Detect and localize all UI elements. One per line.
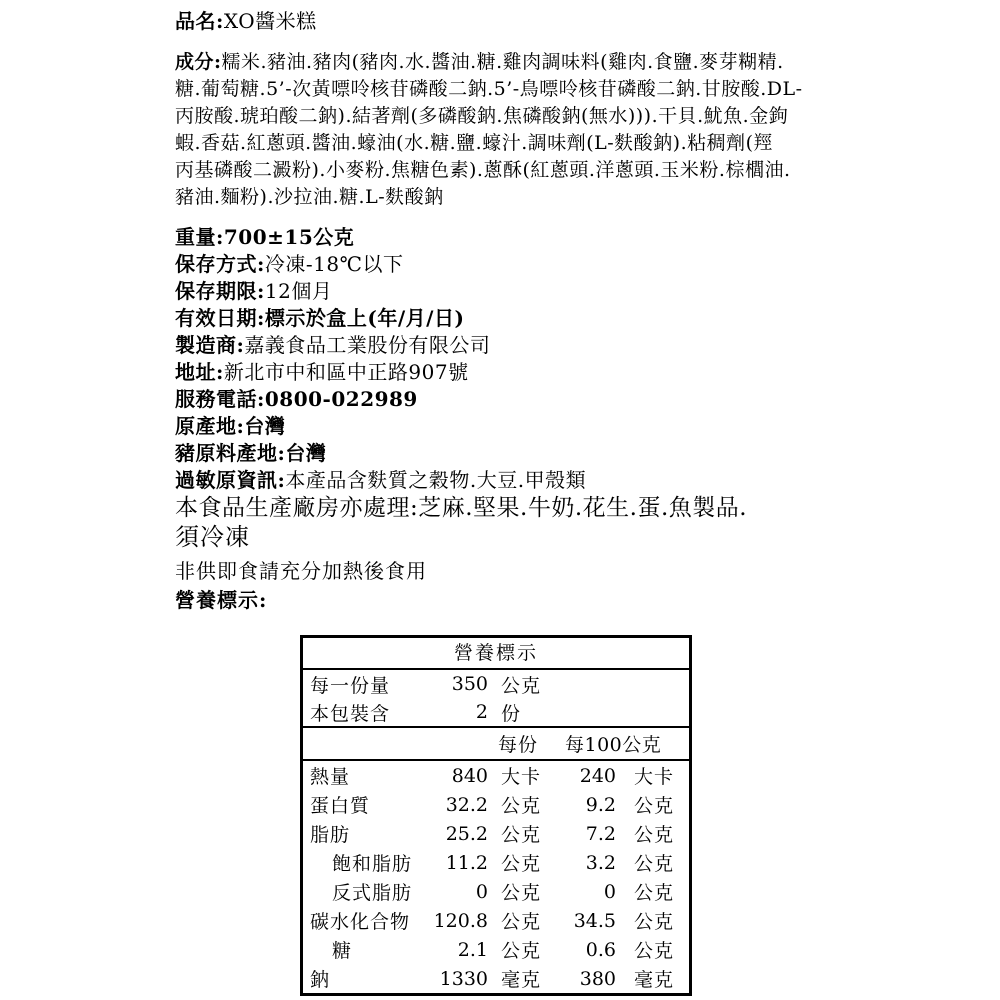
detail-label: 豬原料產地: xyxy=(175,441,286,465)
per-serving-unit: 公克 xyxy=(501,911,542,933)
per-100g-unit: 公克 xyxy=(634,911,675,933)
detail-line-pork-origin xyxy=(175,440,855,467)
detail-line-service-phone xyxy=(175,386,855,413)
product-name-value: XO醬米糕 xyxy=(223,9,317,33)
per-serving-value: 11.2 xyxy=(445,851,488,874)
per-100g-header: 每100公克 xyxy=(565,734,662,756)
detail-value: 冷凍-18℃以下 xyxy=(264,252,404,276)
per-100g-value: 0.6 xyxy=(585,938,616,961)
detail-label: 原產地: xyxy=(175,414,245,438)
detail-value: 嘉義食品工業股份有限公司 xyxy=(244,333,491,357)
nutrient-label: 蛋白質 xyxy=(310,795,371,817)
per-100g-unit: 公克 xyxy=(634,853,675,875)
per-serving-value: 0 xyxy=(475,880,488,903)
facility-processing-note: 本食品生產廠房亦處理:芝麻.堅果.牛奶.花生.蛋.魚製品. xyxy=(175,495,748,521)
serving-size-label: 每一份量 xyxy=(310,674,391,697)
ingredients-line: 蝦.香菇.紅蔥頭.醬油.蠔油(水.糖.鹽.蠔汁.調味劑(L-麩酸鈉).粘稠劑(羥 xyxy=(175,132,774,154)
detail-line-expiry-date xyxy=(175,305,855,332)
detail-label: 保存方式: xyxy=(175,252,265,276)
detail-value: 標示於盒上(年/月/日) xyxy=(264,306,465,330)
nutrient-label: 熱量 xyxy=(310,766,351,788)
per-100g-value: 9.2 xyxy=(585,793,616,816)
ingredients-line: 豬油.麵粉).沙拉油.糖.L-麩酸鈉 xyxy=(175,186,444,208)
per-100g-unit: 毫克 xyxy=(634,969,675,991)
detail-value: 700±15公克 xyxy=(223,225,355,249)
ingredients-block xyxy=(175,49,855,211)
nutrition-facts-table xyxy=(300,635,692,996)
serving-size-unit: 公克 xyxy=(501,674,542,697)
per-serving-unit: 公克 xyxy=(501,795,542,817)
ingredients-line xyxy=(175,49,855,76)
nutrient-label: 鈉 xyxy=(310,969,331,991)
per-100g-value: 3.2 xyxy=(585,851,616,874)
detail-value: 12個月 xyxy=(264,279,333,303)
nutrition-row-saturated-fat xyxy=(303,848,689,877)
detail-label: 過敏原資訊: xyxy=(175,468,286,492)
servings-per-package-unit: 份 xyxy=(501,702,522,725)
product-name-line xyxy=(175,8,855,35)
serving-size-row xyxy=(303,670,689,698)
detail-value: 本產品含麩質之穀物.大豆.甲殼類 xyxy=(285,468,587,492)
nutrient-label: 反式脂肪 xyxy=(332,882,413,904)
detail-value: 新北市中和區中正路907號 xyxy=(223,360,469,384)
nutrition-facts-heading: 營養標示: xyxy=(175,588,268,612)
detail-line-origin xyxy=(175,413,855,440)
nutrient-label: 碳水化合物 xyxy=(310,911,411,933)
per-serving-unit: 公克 xyxy=(501,824,542,846)
detail-label: 地址: xyxy=(175,360,224,384)
nutrition-row-sodium xyxy=(303,964,689,993)
detail-label: 保存期限: xyxy=(175,279,265,303)
per-100g-value: 0 xyxy=(603,880,616,903)
per-100g-value: 7.2 xyxy=(585,822,616,845)
per-100g-unit: 公克 xyxy=(634,795,675,817)
per-100g-value: 380 xyxy=(579,967,616,990)
detail-label: 有效日期: xyxy=(175,306,265,330)
detail-line-address xyxy=(175,359,855,386)
detail-label: 服務電話: xyxy=(175,387,265,411)
ingredients-line: 丙胺酸.琥珀酸二鈉).結著劑(多磷酸鈉.焦磷酸鈉(無水))).干貝.魷魚.金鉤 xyxy=(175,105,789,127)
details-block xyxy=(175,224,855,494)
nutrition-row-trans-fat xyxy=(303,877,689,906)
ingredients-text: 糯米.豬油.豬肉(豬肉.水.醬油.糖.雞肉調味料(雞肉.食鹽.麥芽糊精. xyxy=(221,51,784,73)
detail-line-weight xyxy=(175,224,855,251)
label-content xyxy=(175,6,855,996)
detail-line-shelf-life xyxy=(175,278,855,305)
per-100g-unit: 公克 xyxy=(634,824,675,846)
detail-label: 製造商: xyxy=(175,333,245,357)
nutrient-label: 糖 xyxy=(332,940,353,962)
detail-line-allergen-info xyxy=(175,467,855,494)
nutrition-row-fat xyxy=(303,819,689,848)
per-100g-unit: 大卡 xyxy=(634,766,675,788)
nutrition-row-protein xyxy=(303,790,689,819)
per-serving-value: 2.1 xyxy=(457,938,488,961)
per-serving-unit: 公克 xyxy=(501,882,542,904)
product-name-label: 品名: xyxy=(175,9,224,33)
nutrient-label: 飽和脂肪 xyxy=(332,853,413,875)
per-serving-value: 840 xyxy=(451,764,488,787)
per-serving-value: 1330 xyxy=(439,967,488,990)
servings-per-package-value: 2 xyxy=(475,701,488,723)
heating-instruction-note: 非供即食請充分加熱後食用 xyxy=(175,559,427,583)
detail-value: 台灣 xyxy=(244,414,286,438)
nutrition-table-title: 營養標示 xyxy=(453,642,538,664)
detail-line-storage-method xyxy=(175,251,855,278)
per-100g-value: 240 xyxy=(579,764,616,787)
per-serving-value: 32.2 xyxy=(445,793,488,816)
ingredients-line: 丙基磷酸二澱粉).小麥粉.焦糖色素).蔥酥(紅蔥頭.洋蔥頭.玉米粉.棕櫚油. xyxy=(175,159,791,181)
servings-per-package-row xyxy=(303,698,689,726)
keep-frozen-note: 須冷凍 xyxy=(175,523,250,551)
detail-value: 0800-022989 xyxy=(264,387,418,411)
per-100g-unit: 公克 xyxy=(634,882,675,904)
nutrient-label: 脂肪 xyxy=(310,824,351,846)
per-serving-unit: 大卡 xyxy=(501,766,542,788)
servings-per-package-label: 本包裝含 xyxy=(310,702,391,725)
nutrition-row-sugar xyxy=(303,935,689,964)
per-100g-unit: 公克 xyxy=(634,940,675,962)
detail-value: 台灣 xyxy=(285,441,327,465)
per-serving-unit: 公克 xyxy=(501,940,542,962)
per-100g-value: 34.5 xyxy=(573,909,616,932)
ingredients-line: 糖.葡萄糖.5’-次黃嘌呤核苷磷酸二鈉.5’-鳥嘌呤核苷磷酸二鈉.甘胺酸.DL- xyxy=(175,78,803,100)
per-serving-header: 每份 xyxy=(498,734,539,756)
serving-size-value: 350 xyxy=(451,673,488,695)
column-header-row xyxy=(303,728,689,759)
detail-line-manufacturer xyxy=(175,332,855,359)
detail-label: 重量: xyxy=(175,225,224,249)
per-serving-value: 120.8 xyxy=(433,909,488,932)
per-serving-value: 25.2 xyxy=(445,822,488,845)
per-serving-unit: 公克 xyxy=(501,853,542,875)
per-serving-unit: 毫克 xyxy=(501,969,542,991)
nutrition-row-calories xyxy=(303,761,689,790)
nutrition-row-carbohydrate xyxy=(303,906,689,935)
ingredients-label: 成分: xyxy=(175,51,222,73)
